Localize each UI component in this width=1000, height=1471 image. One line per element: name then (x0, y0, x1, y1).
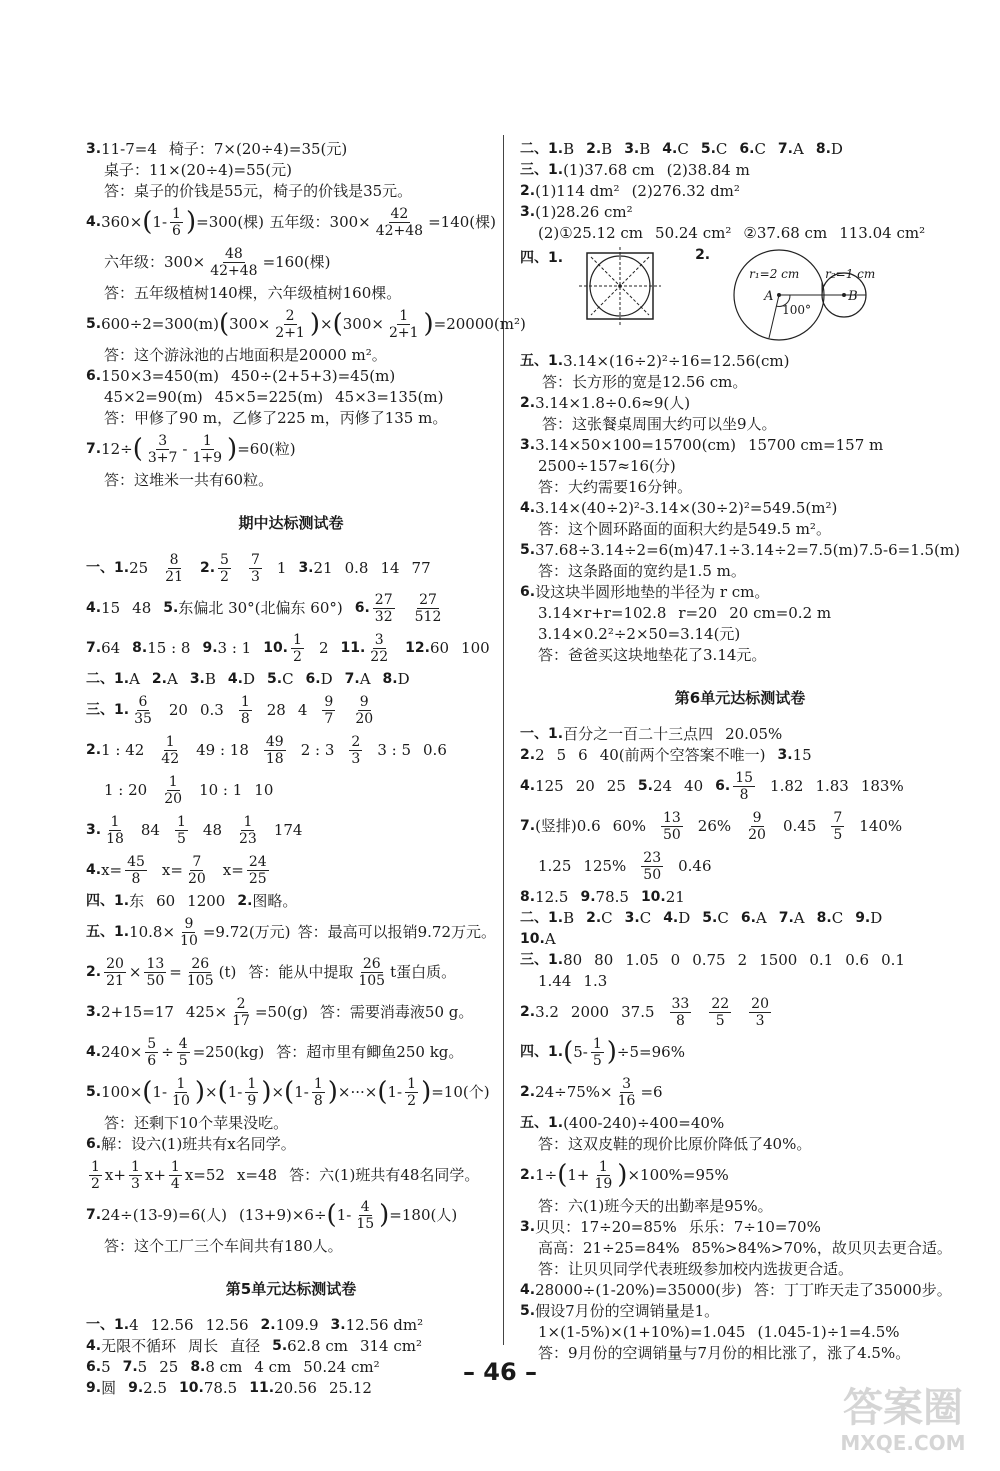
answer-line: 答：大约需要16分钟。 (538, 478, 693, 496)
answer-line: 3. 1 18 84 1 5 48 1 23 174 (86, 813, 303, 847)
section-title: 第6单元达标测试卷 (674, 689, 806, 707)
answer-line: 答：这堆米一共有60粒。 (104, 471, 274, 489)
answer-line: 4. 15 48 5. 东偏北 30°(北偏东 60°) 6. 27 32 27 512 (86, 591, 442, 625)
fraction: 1 2 (407, 1075, 417, 1109)
answer-line: 2. (1)114 dm² (2)276.32 dm² (520, 182, 740, 200)
section-title: 第5单元达标测试卷 (225, 1280, 357, 1298)
fraction: 2 3 (351, 733, 361, 767)
fraction: $\frac{2}{2+1}$ (275, 307, 305, 341)
fraction: 1 1+9 (192, 432, 223, 466)
answer-line: 1 : 20 1 20 10 : 1 10 (104, 773, 274, 807)
fraction: 8 21 (165, 551, 183, 585)
fraction: $\frac{42}{42+48}$ (375, 205, 424, 239)
answer-line: 2. 24÷75%× $\frac{3}{16}$ =6 (520, 1075, 663, 1109)
answer-line: 5. 假设7月份的空调销量是1。 (520, 1302, 720, 1320)
point-label-a: A (764, 289, 774, 304)
point-label-b: B (848, 289, 858, 304)
fraction: 27 512 (414, 591, 442, 625)
fraction: 1 20 (164, 773, 183, 807)
fraction: 1 18 (106, 813, 124, 847)
answer-line: 7. 24÷(13-9)=6(人) (13+9)×6÷ ( 1- 4 15 ) =180(人) (86, 1198, 458, 1232)
fraction: $\frac{7}{20}$ (187, 853, 206, 887)
answer-line: 答：甲修了90 m，乙修了225 m，丙修了135 m。 (104, 409, 448, 427)
square-circle-figure (577, 247, 667, 331)
fraction: 1 8 (313, 1075, 323, 1109)
fraction: 6 35 (134, 693, 152, 727)
fraction: $\frac{20}{21}$ (106, 955, 124, 989)
answer-line: 答：还剩下10个苹果没吃。 (104, 1114, 289, 1132)
answer-line: 1.25 125% 23 50 0.46 (538, 849, 712, 883)
radius-label-1: r₁=2 cm (749, 267, 800, 281)
answer-line: 答：这个游泳池的占地面积是20000 m²。 (104, 346, 387, 364)
answer-line: 5. 100× ( 1- 1 10 ) × ( 1- 1 9 ) × ( 1- 1 8 ) ×···× ( 1- 1 2 ) =10(个) (86, 1075, 490, 1109)
right-column (520, 138, 960, 1364)
answer-line: 答：这条路面的宽约是1.5 m。 (538, 562, 746, 580)
fraction: $\frac{1}{4}$ (170, 1158, 180, 1192)
answer-line: 答：六(1)班今天的出勤率是95%。 (538, 1197, 773, 1215)
page-number: – 46 – (462, 1358, 538, 1386)
answer-line: 1.44 1.3 (538, 972, 608, 990)
watermark-logo (828, 1385, 978, 1465)
answer-line: 六年级：300× $\frac{48}{42+48}$ =160(棵) (104, 245, 331, 279)
fraction: $\frac{1}{2+1}$ (388, 307, 419, 341)
answer-line: 三、1. 80 80 1.05 0 0.75 2 1500 0.1 0.6 0.1 (520, 951, 905, 969)
answer-line: 4. 125 20 25 5. 24 40 6. 15 8 1.82 1.83 183% (520, 769, 904, 803)
answer-line: 3. (1)28.26 cm² (520, 203, 633, 221)
two-circles-figure (724, 247, 904, 347)
answer-line: 2. 1 : 42 1 42 49 : 18 49 18 2 : 3 2 3 3 : 5 0.6 (86, 733, 447, 767)
watermark-bottom: MXQE.COM (840, 1431, 966, 1455)
answer-line: 桌子：11×(20÷4)=55(元) (104, 161, 292, 179)
answer-line: 2500÷157≈16(分) (538, 457, 676, 475)
answer-line: 一、1. 4 12.56 12.56 2. 109.9 3. 12.56 dm² (86, 1316, 424, 1334)
fraction: 15 8 (735, 769, 754, 803)
fraction: 26 105 (358, 955, 386, 989)
fraction: $\frac{13}{50}$ (146, 955, 165, 989)
answer-line: 6. 解：设六(1)班共有x名同学。 (86, 1135, 296, 1153)
fraction: $\frac{3}{16}$ (617, 1075, 636, 1109)
answer-line: 一、1. 百分之一百二十三点四 20.05% (520, 725, 783, 743)
fraction: 9 20 (355, 693, 374, 727)
answer-line: 1×(1-5%)×(1+10%)=1.045 (1.045-1)÷1=4.5% (538, 1323, 900, 1341)
fraction: $\frac{5}{6}$ (147, 1035, 157, 1069)
answer-line: 2. 1÷ ( 1+ $\frac{1}{19}$ ) ×100%=95% (520, 1158, 729, 1192)
two-circles-svg (724, 247, 904, 347)
answer-line: 一、1. 25 8 21 2. 5 2 7 3 1 3. 21 0.8 14 77 (86, 551, 431, 585)
answer-line: 7. (竖排)0.6 60% 13 50 26% 9 20 0.45 7 5 140% (520, 809, 903, 843)
fraction: 3 22 (370, 631, 389, 665)
answer-line: 3. 贝贝：17÷20=85% 乐乐：7÷10=70% (520, 1218, 821, 1236)
answer-line: 五、1. 10.8× $\frac{9}{10}$ =9.72(万元) 答：最高可以报销9.72万元。 (86, 915, 496, 949)
fraction: $\frac{1}{3}$ (130, 1158, 140, 1192)
fraction: 27 32 (374, 591, 393, 625)
answer-line: 2. 3.14×1.8÷0.6≈9(人) (520, 394, 691, 412)
fraction: 13 50 (662, 809, 681, 843)
fraction: 33 8 (671, 995, 690, 1029)
fraction: 1 42 (161, 733, 180, 767)
figures-row (520, 247, 960, 347)
answer-line: 7. 64 8. 15 : 8 9. 3 : 1 10. 1 2 2 11. 3 22 12. 60 100 (86, 631, 490, 665)
answer-line: 答：这个工厂三个车间共有180人。 (104, 1237, 343, 1255)
fraction: $\frac{9}{10}$ (180, 915, 198, 949)
fraction: 7 5 (833, 809, 843, 843)
fraction: 9 7 (324, 693, 334, 727)
answer-line: 三、1. 6 35 20 0.3 1 8 28 4 9 7 9 20 (86, 693, 374, 727)
answer-line: 3. 3.14×50×100=15700(cm) 15700 cm=157 m (520, 436, 884, 454)
answer-line: 五、1. (400-240)÷400=40% (520, 1114, 725, 1132)
watermark-top: 答案圈 (843, 1385, 963, 1431)
answer-line: 1 2 x+ $\frac{1}{3}$ x+ $\frac{1}{4}$ x=52 x=48 答：六(1)班共有48名同学。 (91, 1158, 480, 1192)
answer-line: 高高：21÷25=84% 85%>84%>70%，故贝贝去更合适。 (538, 1239, 952, 1257)
fraction: 7 3 (250, 551, 260, 585)
fraction: $\frac{1}{19}$ (594, 1158, 613, 1192)
answer-line: 答：这个圆环路面的面积大约是549.5 m²。 (538, 520, 831, 538)
answer-line: 4. 无限不循环 周长 直径 5. 62.8 cm 314 cm² (86, 1337, 423, 1355)
fraction: $\frac{45}{8}$ (127, 853, 145, 887)
answer-line: 答：这张餐桌周围大约可以坐9人。 (542, 415, 777, 433)
fraction: 1 6 (172, 205, 181, 239)
answer-line: 答：爸爸买这块地垫花了3.14元。 (538, 646, 767, 664)
fraction: $\frac{26}{105}$ (186, 955, 214, 989)
answer-line: 3. 11-7=4 椅子：7×(20÷4)=35(元) (86, 140, 348, 158)
answer-line: 答：这双皮鞋的现价比原价降低了40%。 (538, 1135, 812, 1153)
answer-line: 4. x= $\frac{45}{8}$ x= $\frac{7}{20}$ x= $\frac{24}{25}$ (86, 853, 267, 887)
fraction: $\frac{2}{17}$ (232, 995, 250, 1029)
answer-line: 3.14×0.2²÷2×50=3.14(元) (538, 625, 741, 643)
angle-label: 100° (782, 303, 812, 317)
answer-line: 10. A (520, 930, 556, 948)
answer-line: 4. 3.14×(40÷2)²-3.14×(30÷2)²=549.5(m²) (520, 499, 838, 517)
answer-line: 3.14×r+r=102.8 r=20 20 cm=0.2 m (538, 604, 832, 622)
answer-line: 2. $\frac{20}{21}$ × $\frac{13}{50}$ = $\frac{26}{105}$ (t) 答：能从中提取 26 105 t蛋白质。 (86, 955, 457, 989)
answer-line: 5. 37.68÷3.14÷2=6(m) 47.1÷3.14÷2=7.5(m) 7.5-6=1.5(m) (520, 541, 960, 559)
answer-line: 6. 150×3=450(m) 450÷(2+5+3)=45(m) (86, 367, 396, 385)
answer-line: 答：五年级植树140棵，六年级植树160棵。 (104, 284, 402, 302)
section-title: 期中达标测试卷 (238, 514, 344, 532)
answer-line: 4. 28000÷(1-20%)=35000(步) 答：丁丁昨天走了35000步。 (520, 1281, 952, 1299)
answer-line: 2. 3.2 2000 37.5 33 8 22 5 20 3 (520, 995, 769, 1029)
fraction: 20 3 (751, 995, 769, 1029)
answer-line: 答：9月份的空调销量与7月份的相比涨了，涨了4.5%。 (538, 1344, 911, 1362)
fraction: 1 9 (247, 1075, 257, 1109)
answer-line: 6. 设这块半圆形地垫的半径为 r cm。 (520, 583, 770, 601)
fraction: 1 2 (91, 1158, 100, 1192)
answer-line: 4. 240× $\frac{5}{6}$ ÷ $\frac{4}{5}$ =250(kg) 答：超市里有鲫鱼250 kg。 (86, 1035, 464, 1069)
fraction: $\frac{48}{42+48}$ (210, 245, 258, 279)
answer-line: 四、1. 东 60 1200 2. 图略。 (86, 892, 298, 910)
radius-label-2: r₂=1 cm (825, 267, 876, 281)
fraction: 1 8 (240, 693, 250, 727)
answer-line: 3. 2+15=17 425× $\frac{2}{17}$ =50(g) 答：需要消毒液50 g。 (86, 995, 474, 1029)
answer-line: 三、1. (1)37.68 cm (2)38.84 m (520, 161, 750, 179)
answer-line: 二、1. B 2. C 3. C 4. D 5. C 6. A 7. A 8. C 9. D (520, 909, 883, 927)
fraction: 1 5 (176, 813, 186, 847)
fraction: 1 10 (172, 1075, 190, 1109)
answer-line: (2)①25.12 cm 50.24 cm² ②37.68 cm 113.04 cm² (538, 224, 926, 242)
fraction: 22 5 (711, 995, 730, 1029)
answer-line: 6. 5 7. 5 25 8. 8 cm 4 cm 50.24 cm² (86, 1358, 380, 1376)
fraction: 3 3+7 (147, 432, 178, 466)
answer-line: 五、1. 3.14×(16÷2)²÷16=12.56(cm) (520, 352, 790, 370)
fraction: 9 20 (748, 809, 766, 843)
fraction: 23 50 (643, 849, 662, 883)
answer-line: 答：桌子的价钱是55元，椅子的价钱是35元。 (104, 182, 413, 200)
answer-line: 四、1. ( 5- 1 5 ) ÷5=96% (520, 1035, 685, 1069)
answer-line: 答：让贝贝同学代表班级参加校内选拔更合适。 (538, 1260, 854, 1278)
answer-line: 二、1. A 2. A 3. B 4. D 5. C 6. D 7. A 8. D (86, 670, 410, 688)
fraction: 4 15 (356, 1198, 375, 1232)
answer-line: 二、1. B 2. B 3. B 4. C 5. C 6. C 7. A 8. D (520, 140, 843, 158)
fraction: 49 18 (265, 733, 284, 767)
fraction: $\frac{4}{5}$ (178, 1035, 188, 1069)
question-number: 四、1. (520, 250, 564, 266)
fraction: 1 23 (239, 813, 257, 847)
answer-line: 7. 12÷ ( 3 3+7 - 1 1+9 ) =60(粒) (86, 432, 296, 466)
answer-line: 5. 600÷2=300(m) ( 300× $\frac{2}{2+1}$ ) × ( 300× $\frac{1}{2+1}$ ) =20000(m²) (86, 307, 526, 341)
answer-line: 2. 2 5 6 40(前两个空答案不唯一) 3. 15 (520, 746, 812, 764)
fraction: $\frac{24}{25}$ (248, 853, 267, 887)
answer-line: 答：长方形的宽是12.56 cm。 (542, 373, 748, 391)
fraction: 1 5 (592, 1035, 602, 1069)
answer-line: 8. 12.5 9. 78.5 10. 21 (520, 888, 685, 906)
answer-line: 9. 圆 9. 2.5 10. 78.5 11. 20.56 25.12 (86, 1379, 372, 1397)
fraction: 1 2 (293, 631, 302, 665)
fraction: 5 2 (220, 551, 229, 585)
answer-line: 4. 360× ( 1- 1 6 ) =300(棵) 五年级：300× $\frac{42}{42+48}$ =140(棵) (86, 205, 496, 239)
question-number: 2. (695, 247, 711, 263)
answer-line: 45×2=90(m) 45×5=225(m) 45×3=135(m) (104, 388, 444, 406)
